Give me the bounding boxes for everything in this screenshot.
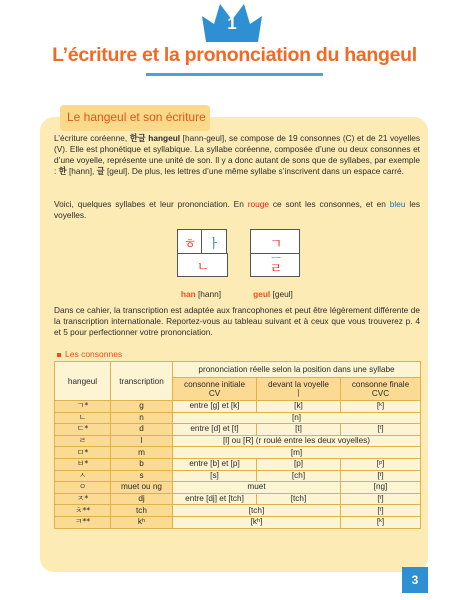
initial-cell: entre [d] et [t] (173, 424, 257, 436)
chapter-number: 1 (227, 14, 237, 33)
hangeul-cell: ㅈ* (55, 493, 111, 505)
final-label: consonne finale (351, 380, 410, 390)
page-number: 3 (402, 567, 428, 593)
final-cell: [ᵗ] (341, 505, 421, 517)
consonants-heading-text: Les consonnes (65, 349, 123, 359)
table-row (55, 447, 421, 459)
col-group-header: prononciation réelle selon la position dans une syllabe (173, 362, 421, 378)
syllable-roman: geul (253, 289, 271, 299)
intro-text: [hann-geul], se compose de 19 consonnes (C) et de 21 voyelles (V). Elle est phonétique et syllabique. La syllabe coréenne, composée d’une ou deux consonnes et d’une voyelle, représente une unité de son. Il y a donc autant de sons que de syllabes, par exemple : (54, 133, 420, 176)
vowel-glyph: ㅡ (271, 254, 281, 265)
col-transcription-header: transcription (111, 362, 173, 401)
final-cell: [ng] (341, 482, 421, 494)
final-cell: [ᵏ] (341, 516, 421, 528)
consonant-glyph: ㅎ (183, 237, 197, 252)
col-initial-header (173, 378, 257, 401)
example-syllable: 글 (96, 166, 105, 176)
pronunciation-cell: [kʰ] (173, 516, 341, 528)
consonant-glyph: ㄱ (269, 237, 283, 252)
before-vowel-pattern: ㅣ (294, 388, 303, 399)
final-consonant-glyph: ㄴ (196, 260, 210, 275)
syllable-roman: han (180, 289, 196, 299)
before-vowel-cell: [k] (257, 401, 341, 413)
before-vowel-cell: [tch] (257, 493, 341, 505)
hangeul-cell: ㅂ* (55, 458, 111, 470)
initial-cell: [s] (173, 470, 257, 482)
before-vowel-cell: [p] (257, 458, 341, 470)
legend-text: Voici, quelques syllabes et leur prononciation. En (54, 199, 248, 209)
table-row (55, 435, 421, 447)
hangeul-cell: ㄹ (55, 435, 111, 447)
legend-blue: bleu (389, 199, 406, 209)
intro-text: [hann], (66, 166, 97, 176)
table-row (55, 482, 421, 494)
legend-text: les voyelles. (54, 199, 420, 220)
page-title: L’écriture et la prononciation du hangeul (52, 44, 417, 66)
hangeul-cell: ㅋ** (55, 516, 111, 528)
transcription-cell: m (111, 447, 173, 459)
table-row (55, 401, 421, 413)
transcription-cell: n (111, 412, 173, 424)
legend-red: rouge (247, 199, 269, 209)
title-underline (146, 73, 323, 76)
table-row (55, 412, 421, 424)
pronunciation-cell: muet (173, 482, 341, 494)
syllable-caption (238, 289, 308, 299)
transcription-cell: b (111, 458, 173, 470)
final-pattern: CVC (371, 389, 390, 399)
initial-cell: entre [dj] et [tch] (173, 493, 257, 505)
initial-label: consonne initiale (184, 380, 245, 390)
syllable-pron: [hann] (198, 289, 222, 299)
section-title: Le hangeul et son écriture (67, 110, 206, 124)
initial-cell: entre [b] et [p] (173, 458, 257, 470)
hangeul-cell: ㅁ* (55, 447, 111, 459)
initial-cell: entre [g] et [k] (173, 401, 257, 413)
pronunciation-cell: [m] (173, 447, 421, 459)
col-before-vowel-header (257, 378, 341, 401)
pronunciation-cell: [l] ou [R] (r roulé entre les deux voyelles) (173, 435, 421, 447)
final-cell: [ᵗ] (341, 424, 421, 436)
color-legend-paragraph (54, 199, 420, 221)
vowel-glyph: ㅏ (207, 237, 221, 252)
pronunciation-cell: [tch] (173, 505, 341, 517)
legend-text: ce sont les consonnes, et en (268, 199, 390, 209)
col-final-header (341, 378, 421, 401)
transcription-cell: kʰ (111, 516, 173, 528)
example-syllable: 한 (58, 166, 67, 176)
consonants-heading (57, 349, 122, 359)
intro-text: L’écriture coréenne, (54, 133, 130, 143)
final-cell: [ᵗ] (341, 493, 421, 505)
syllable-caption (166, 289, 236, 299)
hangeul-cell: ㄷ* (55, 424, 111, 436)
before-vowel-cell: [t] (257, 424, 341, 436)
initial-pattern: CV (208, 389, 221, 399)
transcription-cell: g (111, 401, 173, 413)
hangeul-cell: ㅇ (55, 482, 111, 494)
table-row (55, 516, 421, 528)
final-consonant-glyph: ㄹ (269, 262, 283, 277)
transcription-cell: d (111, 424, 173, 436)
table-row (55, 493, 421, 505)
table-row (55, 458, 421, 470)
bullet-icon (57, 353, 61, 357)
transcription-cell: s (111, 470, 173, 482)
intro-paragraph (54, 133, 420, 177)
syllable-pron: [geul] (272, 289, 293, 299)
hangeul-cell: ㅊ** (55, 505, 111, 517)
hangeul-word: hangeul (148, 133, 181, 143)
col-hangeul-header: hangeul (55, 362, 111, 401)
table-row (55, 505, 421, 517)
transcription-cell: l (111, 435, 173, 447)
transcription-cell: tch (111, 505, 173, 517)
hangeul-word-korean: 한글 (129, 133, 146, 143)
transcription-cell: muet ou ng (111, 482, 173, 494)
final-cell: [ᵗ] (341, 470, 421, 482)
transcription-paragraph: Dans ce cahier, la transcription est adaptée aux francophones et peut être légèrement différente de la transcription internationale. Reportez-vous au tableau suivant et à ceux que vous trouverez p. 4 et 5 pour perfectionner votre prononciation. (54, 305, 420, 337)
before-vowel-label: devant la voyelle (268, 380, 329, 390)
table-row (55, 424, 421, 436)
final-cell: [ᵏ] (341, 401, 421, 413)
consonants-table (54, 361, 421, 529)
transcription-cell: dj (111, 493, 173, 505)
before-vowel-cell: [ch] (257, 470, 341, 482)
table-row (55, 470, 421, 482)
intro-text: [geul]. De plus, les lettres d’une même syllabe s’inscrivent dans un espace carré. (104, 166, 404, 176)
pronunciation-cell: [n] (173, 412, 421, 424)
hangeul-cell: ㄴ (55, 412, 111, 424)
final-cell: [ᵖ] (341, 458, 421, 470)
hangeul-cell: ㅅ (55, 470, 111, 482)
hangeul-cell: ㄱ* (55, 401, 111, 413)
chapter-badge (200, 2, 264, 42)
